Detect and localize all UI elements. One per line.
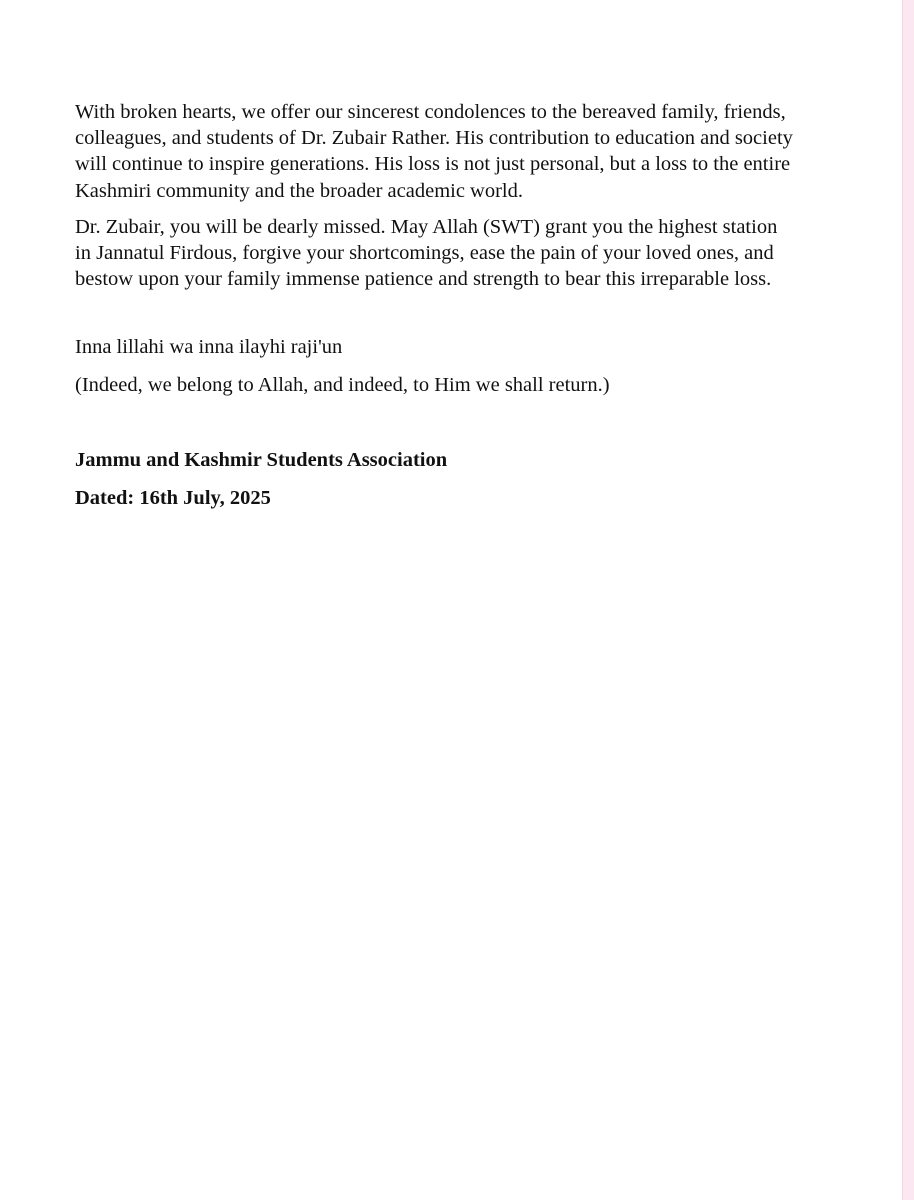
dua-text: Inna lillahi wa inna ilayhi raji'un xyxy=(75,336,343,359)
organization-signature: Jammu and Kashmir Students Association xyxy=(75,448,448,471)
dua-translation: (Indeed, we belong to Allah, and indeed, to Him we shall return.) xyxy=(75,373,610,396)
document-body xyxy=(75,99,795,511)
condolence-paragraph: With broken hearts, we offer our sincerest condolences to the bereaved family, friends, colleagues, and students of Dr. Zubair Rather. His contribution to education and society will continue to inspire generations. His loss is not just personal, but a loss to the entire Kashmiri community and the broader academic world. xyxy=(75,101,793,202)
prayer-paragraph: Dr. Zubair, you will be dearly missed. May Allah (SWT) grant you the highest station in Jannatul Firdous, forgive your shortcomings, ease the pain of your loved ones, and bestow upon your family immense patience and strength to bear this irreparable loss. xyxy=(75,215,778,291)
page-edge-shadow xyxy=(902,0,914,1200)
document-date: Dated: 16th July, 2025 xyxy=(75,487,271,510)
